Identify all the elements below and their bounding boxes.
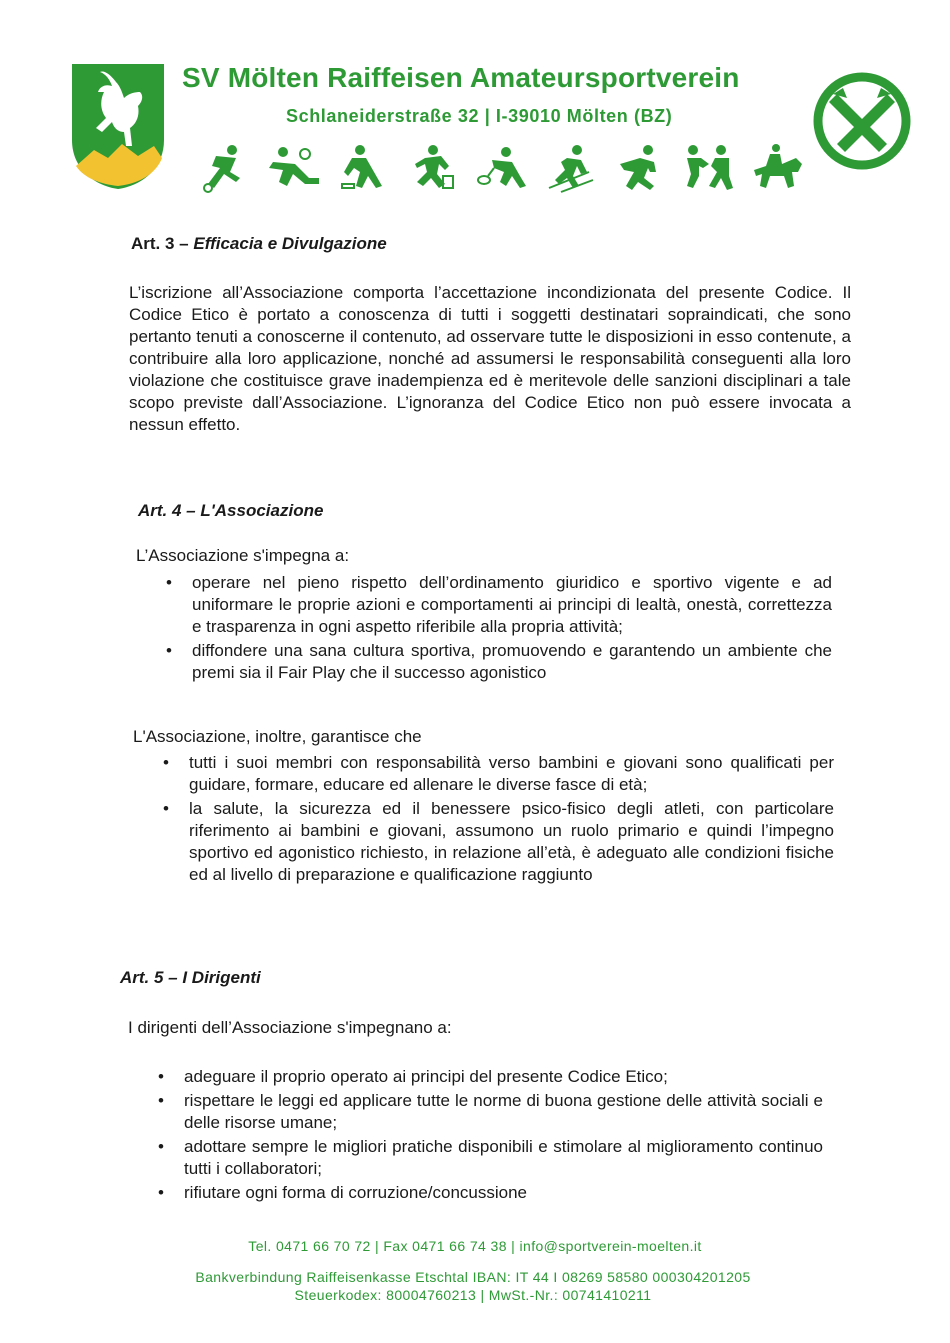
art4-intro: L’Associazione s'impegna a:: [136, 546, 350, 565]
climbing-icon: [403, 142, 461, 194]
art4-heading: Art. 4 – L'Associazione: [138, 501, 324, 520]
footer-contact: Tel. 0471 66 70 72 | Fax 0471 66 74 38 | info@sportverein-moelten.it: [248, 1238, 702, 1254]
tennis-icon: [472, 142, 530, 194]
running-icon: [610, 142, 668, 194]
volleyball-icon: [265, 142, 323, 194]
art5-heading: Art. 5 – I Dirigenti: [120, 968, 261, 987]
list-item: • la salute, la sicurezza ed il benessere psico-fisico degli atleti, con particolare riferimento ai bambini e giovani, assumono un ruolo primario e quindi l’impegno sportivo ed agonistico richiesto, in relazione all’età, è adeguato alle condizioni fisiche ed al livello di preparazione e qualificazione raggiunto: [163, 798, 834, 886]
ibex-crest-icon: [70, 62, 166, 190]
art3-title: Efficacia e Divulgazione: [193, 234, 387, 253]
curling-icon: [334, 142, 392, 194]
sport-icons-row: [196, 140, 806, 196]
horse-riding-icon: [748, 142, 806, 194]
art5-intro: I dirigenti dell’Associazione s'impegnano a:: [128, 1018, 452, 1037]
footer-bank: Bankverbindung Raiffeisenkasse Etschtal IBAN: IT 44 I 08269 58580 000304201205: [195, 1269, 751, 1285]
cross-country-ski-icon: [541, 142, 599, 194]
list-item: • diffondere una sana cultura sportiva, promuovendo e garantendo un ambiente che premi sia il Fair Play che il successo agonistico: [166, 640, 832, 684]
art5-duties-list: [158, 1066, 823, 1206]
list-item: • rispettare le leggi ed applicare tutte le norme di buona gestione delle attività sociali e delle risorse umane;: [158, 1090, 823, 1134]
art4-commitments-list: [166, 572, 832, 686]
list-item: • tutti i suoi membri con responsabilità verso bambini e giovani sono qualificati per guidare, formare, educare ed allenare le diverse fasce di età;: [163, 752, 834, 796]
list-item: • rifiutare ogni forma di corruzione/concussione: [158, 1182, 823, 1204]
karate-icon: [679, 142, 737, 194]
organization-address: Schlaneiderstraße 32 | I-39010 Mölten (BZ): [286, 106, 673, 126]
raiffeisen-crossed-horses-icon: [813, 72, 911, 170]
soccer-icon: [196, 142, 254, 194]
list-item: • adottare sempre le migliori pratiche disponibili e stimolare al miglioramento continuo tutti i collaboratori;: [158, 1136, 823, 1180]
organization-name: SV Mölten Raiffeisen Amateursportverein: [182, 62, 740, 93]
art3-heading: [131, 234, 387, 254]
art4-intro-guarantees: L'Associazione, inoltre, garantisce che: [133, 727, 422, 746]
art3-paragraph: L’iscrizione all’Associazione comporta l’accettazione incondizionata del presente Codice. Il Codice Etico è portato a conoscenza di tutti i soggetti destinatari sopraindicati, che sono pertanto tenuti a conoscerne il contenuto, ad osservare tutte le disposizioni in esso contenute, a contribuire alla loro applicazione, nonché ad assumersi le responsabilità conseguenti alla loro violazione che costituisce grave inadempienza ed è meritevole delle sanzioni disciplinari a tale scopo previste dall’Associazione. L’ignoranza del Codice Etico non può essere invocata a nessun effetto.: [129, 283, 851, 434]
art4-guarantees-list: [163, 752, 834, 888]
art3-number: Art. 3 –: [131, 234, 189, 253]
list-item: • operare nel pieno rispetto dell’ordinamento giuridico e sportivo vigente e ad uniformare le proprie azioni e comportamenti ai principi di lealtà, onestà, correttezza e trasparenza in ogni aspetto riferibile alla propria attività;: [166, 572, 832, 638]
footer-tax: Steuerkodex: 80004760213 | MwSt.-Nr.: 00741410211: [294, 1287, 652, 1303]
list-item: • adeguare il proprio operato ai principi del presente Codice Etico;: [158, 1066, 823, 1088]
